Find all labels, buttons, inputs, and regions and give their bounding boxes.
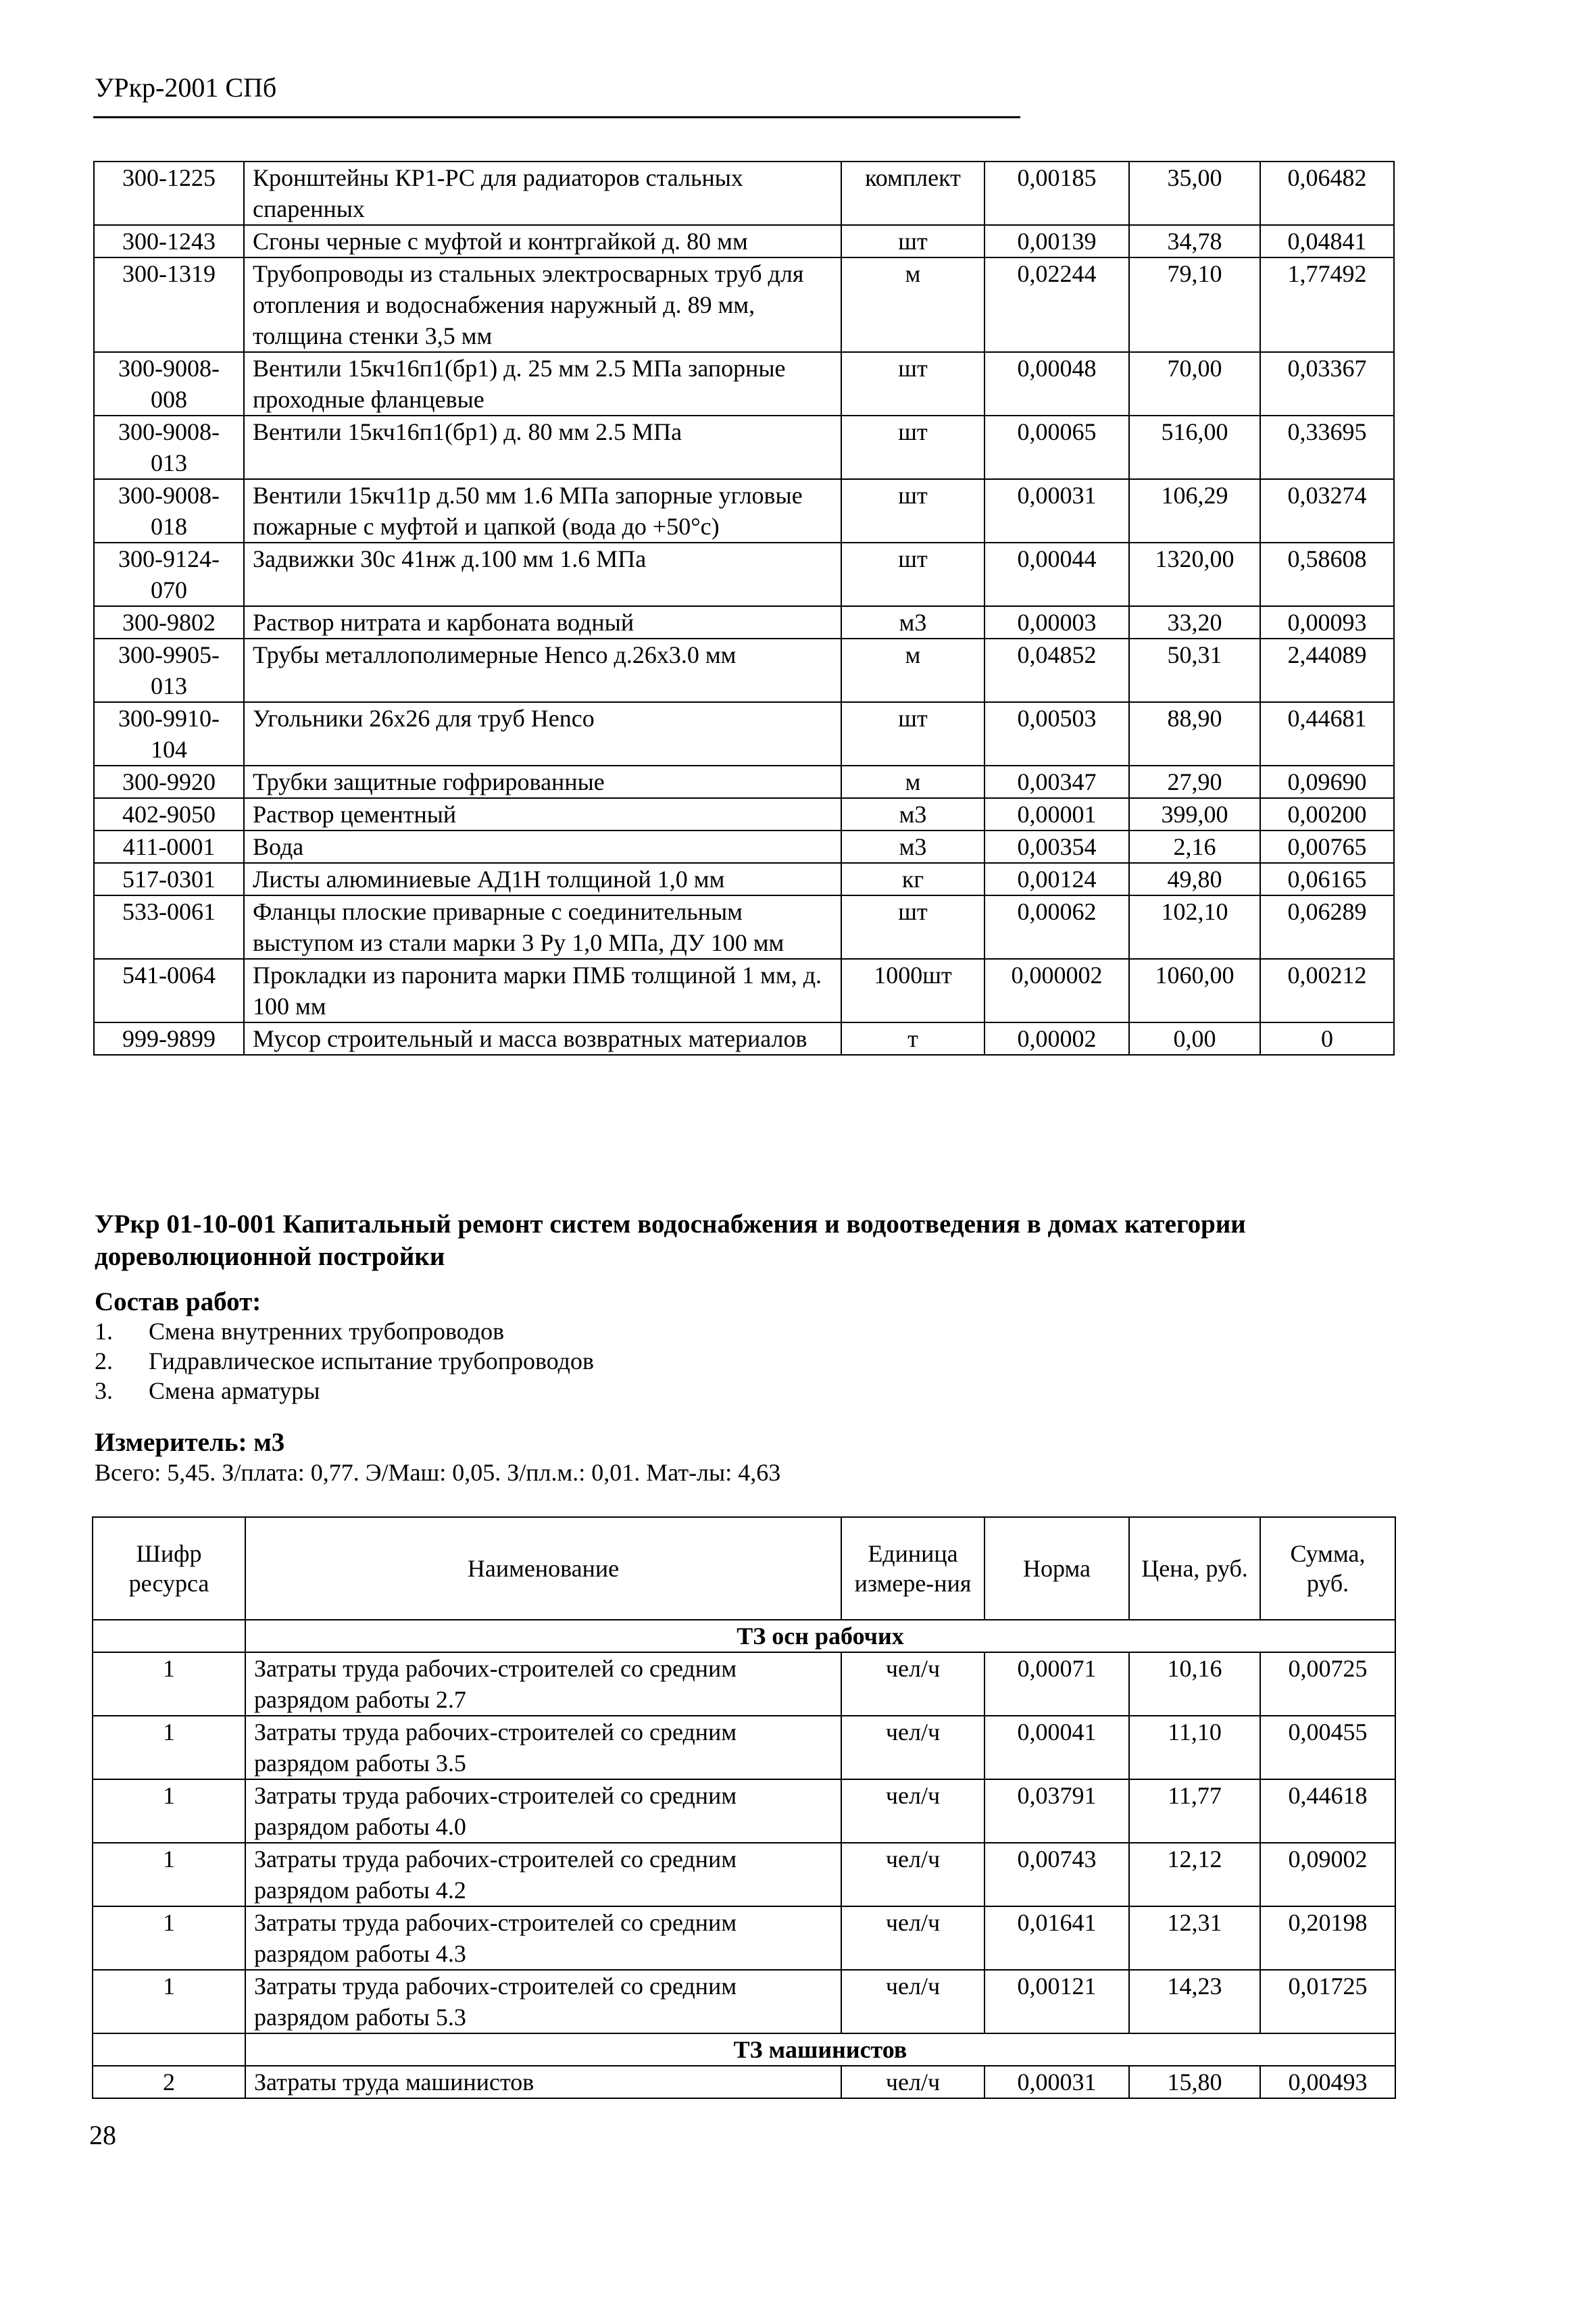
sum: 0,06482 (1260, 162, 1394, 225)
resource-name: Вентили 15кч16п1(бр1) д. 80 мм 2.5 МПа (244, 416, 841, 479)
price: 2,16 (1129, 831, 1260, 863)
unit: т (841, 1022, 984, 1055)
norm: 0,01641 (984, 1906, 1129, 1970)
sum: 0,00493 (1260, 2066, 1395, 2098)
resource-code: 300-9910-104 (94, 702, 244, 766)
resource-name: Вентили 15кч11р д.50 мм 1.6 МПа запорные угловые пожарные с муфтой и цапкой (вода до +50°с) (244, 479, 841, 543)
header-sum: Сумма, руб. (1260, 1517, 1395, 1620)
unit: м3 (841, 606, 984, 639)
resource-code: 411-0001 (94, 831, 244, 863)
resource-code: 300-9008-008 (94, 352, 244, 416)
price: 49,80 (1129, 863, 1260, 895)
resource-name: Сгоны черные с муфтой и контргайкой д. 80 мм (244, 225, 841, 257)
norm: 0,00001 (984, 798, 1129, 831)
unit: шт (841, 225, 984, 257)
resource-name: Угольники 26х26 для труб Henco (244, 702, 841, 766)
sum: 0,00093 (1260, 606, 1394, 639)
section-title: УРкр 01-10-001 Капитальный ремонт систем водоснабжения и водоотведения в домах категории дореволюционной постройки (95, 1210, 1246, 1271)
unit: шт (841, 352, 984, 416)
price: 516,00 (1129, 416, 1260, 479)
resource-code: 1 (93, 1716, 245, 1779)
group-spacer (93, 2033, 245, 2066)
sum: 0,09690 (1260, 766, 1394, 798)
list-item (95, 1346, 594, 1376)
unit: шт (841, 543, 984, 606)
resource-code: 999-9899 (94, 1022, 244, 1055)
page-header: УРкр-2001 СПб (95, 72, 277, 103)
unit: чел/ч (841, 2066, 984, 2098)
unit: чел/ч (841, 1779, 984, 1843)
unit: м (841, 639, 984, 702)
table-row (94, 798, 1394, 831)
norm: 0,00503 (984, 702, 1129, 766)
norm: 0,00002 (984, 1022, 1129, 1055)
sum: 0,20198 (1260, 1906, 1395, 1970)
resource-name: Затраты труда рабочих-строителей со средним разрядом работы 4.3 (245, 1906, 841, 1970)
table-row (93, 1906, 1395, 1970)
composition-title: Состав работ: (95, 1287, 261, 1316)
norm: 0,00185 (984, 162, 1129, 225)
resource-name: Затраты труда рабочих-строителей со средним разрядом работы 5.3 (245, 1970, 841, 2033)
norm: 0,00347 (984, 766, 1129, 798)
resource-name: Прокладки из паронита марки ПМБ толщиной 1 мм, д. 100 мм (244, 959, 841, 1022)
unit: шт (841, 895, 984, 959)
norm: 0,00062 (984, 895, 1129, 959)
table-row (94, 863, 1394, 895)
unit: шт (841, 702, 984, 766)
header-unit: Единица измере-ния (841, 1517, 984, 1620)
materials-table (93, 161, 1395, 1056)
resource-code: 2 (93, 2066, 245, 2098)
resource-name: Мусор строительный и масса возвратных материалов (244, 1022, 841, 1055)
resource-code: 300-9920 (94, 766, 244, 798)
price: 106,29 (1129, 479, 1260, 543)
list-item-text: Гидравлическое испытание трубопроводов (149, 1347, 594, 1375)
price: 27,90 (1129, 766, 1260, 798)
price: 1320,00 (1129, 543, 1260, 606)
resources-table (92, 1516, 1396, 2099)
sum: 0,09002 (1260, 1843, 1395, 1906)
list-item-text: Смена арматуры (149, 1377, 320, 1404)
list-item (95, 1316, 594, 1346)
unit: м3 (841, 798, 984, 831)
sum: 0,00725 (1260, 1652, 1395, 1716)
price: 102,10 (1129, 895, 1260, 959)
sum: 0,44618 (1260, 1779, 1395, 1843)
norm: 0,00065 (984, 416, 1129, 479)
resource-code: 300-1319 (94, 257, 244, 352)
resource-name: Вода (244, 831, 841, 863)
norm: 0,000002 (984, 959, 1129, 1022)
group-row-operators (93, 2033, 1395, 2066)
norm: 0,00044 (984, 543, 1129, 606)
list-item-text: Смена внутренних трубопроводов (149, 1318, 505, 1345)
resource-code: 300-9905-013 (94, 639, 244, 702)
work-list (95, 1316, 594, 1406)
resource-name: Листы алюминиевые АД1Н толщиной 1,0 мм (244, 863, 841, 895)
norm: 0,00121 (984, 1970, 1129, 2033)
price: 70,00 (1129, 352, 1260, 416)
resource-code: 402-9050 (94, 798, 244, 831)
sum: 0,58608 (1260, 543, 1394, 606)
unit: м3 (841, 831, 984, 863)
resource-code: 300-9008-018 (94, 479, 244, 543)
unit: чел/ч (841, 1716, 984, 1779)
table-header-row (93, 1517, 1395, 1620)
table-row (93, 1652, 1395, 1716)
list-item-number: 3. (95, 1377, 113, 1404)
unit: шт (841, 479, 984, 543)
sum: 0 (1260, 1022, 1394, 1055)
resource-name: Трубы металлополимерные Henco д.26х3.0 мм (244, 639, 841, 702)
price: 34,78 (1129, 225, 1260, 257)
header-rule (93, 116, 1020, 118)
resource-code: 533-0061 (94, 895, 244, 959)
page-number: 28 (89, 2120, 116, 2150)
group-row-workers (93, 1620, 1395, 1652)
unit: шт (841, 416, 984, 479)
table-row (94, 225, 1394, 257)
header-code: Шифр ресурса (93, 1517, 245, 1620)
norm: 0,00048 (984, 352, 1129, 416)
cost-totals: Всего: 5,45. З/плата: 0,77. Э/Маш: 0,05. З/пл.м.: 0,01. Мат-лы: 4,63 (95, 1459, 781, 1486)
resource-name: Затраты труда машинистов (245, 2066, 841, 2098)
resource-code: 517-0301 (94, 863, 244, 895)
norm: 0,00003 (984, 606, 1129, 639)
unit: м (841, 766, 984, 798)
unit: чел/ч (841, 1970, 984, 2033)
sum: 0,00765 (1260, 831, 1394, 863)
resource-name: Затраты труда рабочих-строителей со средним разрядом работы 2.7 (245, 1652, 841, 1716)
norm: 0,03791 (984, 1779, 1129, 1843)
sum: 0,03367 (1260, 352, 1394, 416)
group-label: ТЗ машинистов (245, 2033, 1395, 2066)
list-item-number: 1. (95, 1318, 113, 1345)
list-item-number: 2. (95, 1347, 113, 1375)
resource-name: Трубки защитные гофрированные (244, 766, 841, 798)
norm: 0,00041 (984, 1716, 1129, 1779)
table-row (94, 1022, 1394, 1055)
sum: 1,77492 (1260, 257, 1394, 352)
resource-code: 300-1225 (94, 162, 244, 225)
resource-code: 1 (93, 1652, 245, 1716)
price: 10,16 (1129, 1652, 1260, 1716)
price: 399,00 (1129, 798, 1260, 831)
resource-code: 1 (93, 1779, 245, 1843)
table-row (94, 162, 1394, 225)
table-row (94, 766, 1394, 798)
sum: 0,00212 (1260, 959, 1394, 1022)
table-row (94, 702, 1394, 766)
price: 15,80 (1129, 2066, 1260, 2098)
resource-name: Трубопроводы из стальных электросварных труб для отопления и водоснабжения наружный д. 89 мм, толщина стенки 3,5 мм (244, 257, 841, 352)
norm: 0,00071 (984, 1652, 1129, 1716)
table-row (94, 831, 1394, 863)
price: 14,23 (1129, 1970, 1260, 2033)
group-label: ТЗ осн рабочих (245, 1620, 1395, 1652)
measure-unit: Измеритель: м3 (95, 1428, 285, 1457)
unit: комплект (841, 162, 984, 225)
header-price: Цена, руб. (1129, 1517, 1260, 1620)
unit: 1000шт (841, 959, 984, 1022)
unit: м (841, 257, 984, 352)
price: 79,10 (1129, 257, 1260, 352)
resource-name: Кронштейны КР1-РС для радиаторов стальных спаренных (244, 162, 841, 225)
norm: 0,04852 (984, 639, 1129, 702)
resource-code: 300-1243 (94, 225, 244, 257)
norm: 0,00139 (984, 225, 1129, 257)
price: 12,31 (1129, 1906, 1260, 1970)
unit: чел/ч (841, 1652, 984, 1716)
price: 50,31 (1129, 639, 1260, 702)
norm: 0,00354 (984, 831, 1129, 863)
sum: 0,06165 (1260, 863, 1394, 895)
table-row (93, 1779, 1395, 1843)
resource-name: Раствор цементный (244, 798, 841, 831)
sum: 0,06289 (1260, 895, 1394, 959)
table-row (94, 257, 1394, 352)
resource-name: Вентили 15кч16п1(бр1) д. 25 мм 2.5 МПа запорные проходные фланцевые (244, 352, 841, 416)
unit: чел/ч (841, 1843, 984, 1906)
resource-name: Раствор нитрата и карбоната водный (244, 606, 841, 639)
list-item (95, 1376, 594, 1406)
table-row (94, 895, 1394, 959)
norm: 0,00031 (984, 2066, 1129, 2098)
header-name: Наименование (245, 1517, 841, 1620)
price: 1060,00 (1129, 959, 1260, 1022)
table-row (93, 1970, 1395, 2033)
resource-code: 1 (93, 1843, 245, 1906)
sum: 0,04841 (1260, 225, 1394, 257)
group-spacer (93, 1620, 245, 1652)
resource-code: 1 (93, 1906, 245, 1970)
resource-name: Затраты труда рабочих-строителей со средним разрядом работы 3.5 (245, 1716, 841, 1779)
table-row (94, 606, 1394, 639)
price: 35,00 (1129, 162, 1260, 225)
norm: 0,00031 (984, 479, 1129, 543)
sum: 0,01725 (1260, 1970, 1395, 2033)
norm: 0,02244 (984, 257, 1129, 352)
unit: чел/ч (841, 1906, 984, 1970)
price: 11,10 (1129, 1716, 1260, 1779)
sum: 2,44089 (1260, 639, 1394, 702)
price: 11,77 (1129, 1779, 1260, 1843)
sum: 0,03274 (1260, 479, 1394, 543)
unit: кг (841, 863, 984, 895)
resource-code: 541-0064 (94, 959, 244, 1022)
resource-code: 300-9802 (94, 606, 244, 639)
table-row (93, 1716, 1395, 1779)
table-row (94, 416, 1394, 479)
resource-code: 1 (93, 1970, 245, 2033)
resource-code: 300-9008-013 (94, 416, 244, 479)
sum: 0,00455 (1260, 1716, 1395, 1779)
table-row (94, 639, 1394, 702)
table-row (94, 959, 1394, 1022)
sum: 0,33695 (1260, 416, 1394, 479)
table-row (94, 479, 1394, 543)
norm: 0,00743 (984, 1843, 1129, 1906)
table-row (94, 352, 1394, 416)
resource-name: Затраты труда рабочих-строителей со средним разрядом работы 4.2 (245, 1843, 841, 1906)
sum: 0,00200 (1260, 798, 1394, 831)
resource-name: Затраты труда рабочих-строителей со средним разрядом работы 4.0 (245, 1779, 841, 1843)
table-row (94, 543, 1394, 606)
price: 88,90 (1129, 702, 1260, 766)
resource-name: Фланцы плоские приварные с соединительным выступом из стали марки 3 Ру 1,0 МПа, ДУ 100 мм (244, 895, 841, 959)
header-norm: Норма (984, 1517, 1129, 1620)
price: 0,00 (1129, 1022, 1260, 1055)
resource-name: Задвижки 30с 41нж д.100 мм 1.6 МПа (244, 543, 841, 606)
table-row (93, 1843, 1395, 1906)
table-row (93, 2066, 1395, 2098)
resource-code: 300-9124-070 (94, 543, 244, 606)
norm: 0,00124 (984, 863, 1129, 895)
price: 33,20 (1129, 606, 1260, 639)
price: 12,12 (1129, 1843, 1260, 1906)
sum: 0,44681 (1260, 702, 1394, 766)
